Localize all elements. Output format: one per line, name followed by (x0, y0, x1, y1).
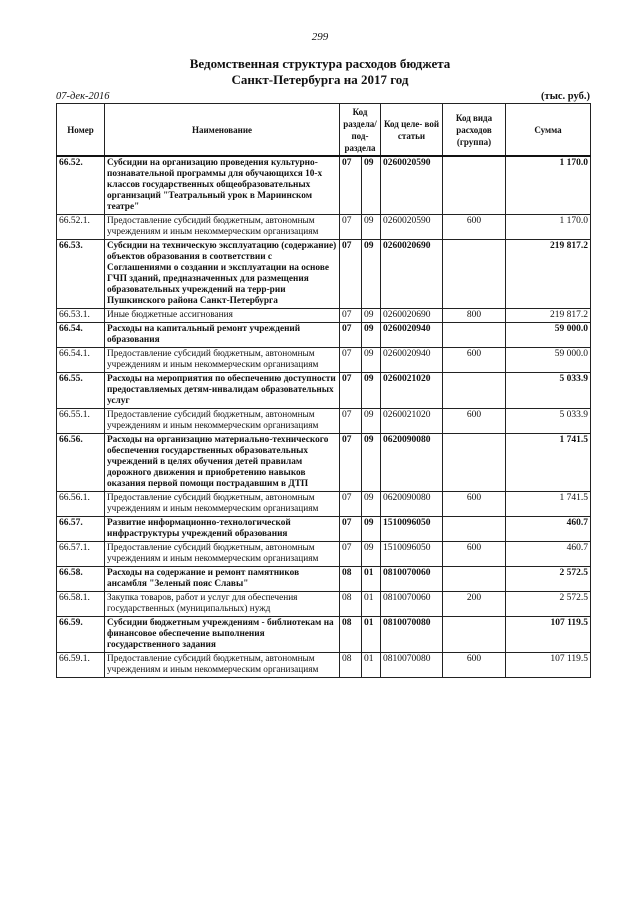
row-section: 07 (340, 240, 362, 309)
row-amount: 5 033.9 (506, 409, 591, 434)
row-amount: 59 000.0 (506, 323, 591, 348)
table-row (57, 492, 591, 517)
row-subsection: 01 (362, 653, 381, 678)
row-amount: 1 170.0 (506, 215, 591, 240)
row-target-code: 0260020940 (381, 348, 443, 373)
row-expense-type (443, 617, 506, 653)
row-section: 08 (340, 617, 362, 653)
row-expense-type (443, 567, 506, 592)
row-name: Расходы на капитальный ремонт учреждений образования (105, 323, 340, 348)
row-amount: 2 572.5 (506, 567, 591, 592)
table-header-row (57, 104, 591, 157)
row-number: 66.58. (57, 567, 105, 592)
row-section: 08 (340, 567, 362, 592)
row-number: 66.52. (57, 156, 105, 215)
row-expense-type: 600 (443, 409, 506, 434)
table-row (57, 517, 591, 542)
row-target-code: 0620090080 (381, 492, 443, 517)
row-amount: 107 119.5 (506, 617, 591, 653)
row-amount: 460.7 (506, 517, 591, 542)
row-expense-type (443, 156, 506, 215)
row-subsection: 09 (362, 156, 381, 215)
budget-table (56, 103, 591, 678)
table-row (57, 409, 591, 434)
row-subsection: 09 (362, 348, 381, 373)
row-subsection: 09 (362, 434, 381, 492)
row-number: 66.57.1. (57, 542, 105, 567)
row-subsection: 09 (362, 240, 381, 309)
title-line-1: Ведомственная структура расходов бюджета (189, 56, 451, 71)
row-subsection: 09 (362, 492, 381, 517)
row-number: 66.57. (57, 517, 105, 542)
row-target-code: 0260020590 (381, 215, 443, 240)
row-expense-type (443, 517, 506, 542)
row-expense-type: 600 (443, 348, 506, 373)
row-target-code: 0260021020 (381, 409, 443, 434)
row-amount: 1 741.5 (506, 434, 591, 492)
row-section: 07 (340, 215, 362, 240)
table-row (57, 309, 591, 323)
row-target-code: 0810070080 (381, 653, 443, 678)
row-name: Расходы на содержание и ремонт памятников ансамбля "Зеленый пояс Славы" (105, 567, 340, 592)
row-subsection: 01 (362, 567, 381, 592)
table-row (57, 567, 591, 592)
header-number: Номер (57, 104, 105, 157)
row-subsection: 09 (362, 542, 381, 567)
row-name: Расходы на мероприятия по обеспечению доступности предоставляемых детям-инвалидам образовательных услуг (105, 373, 340, 409)
row-name: Предоставление субсидий бюджетным, автономным учреждениям и иным некоммерческим организациям (105, 215, 340, 240)
row-expense-type: 600 (443, 492, 506, 517)
row-amount: 107 119.5 (506, 653, 591, 678)
header-expense-type: Код вида расходов (группа) (443, 104, 506, 157)
row-number: 66.54.1. (57, 348, 105, 373)
row-target-code: 1510096050 (381, 517, 443, 542)
row-target-code: 1510096050 (381, 542, 443, 567)
row-section: 08 (340, 653, 362, 678)
row-target-code: 0620090080 (381, 434, 443, 492)
row-number: 66.56.1. (57, 492, 105, 517)
row-amount: 219 817.2 (506, 240, 591, 309)
row-name: Предоставление субсидий бюджетным, автономным учреждениям и иным некоммерческим организациям (105, 492, 340, 517)
row-expense-type: 600 (443, 542, 506, 567)
row-section: 07 (340, 323, 362, 348)
row-number: 66.54. (57, 323, 105, 348)
table-row (57, 542, 591, 567)
table-row (57, 434, 591, 492)
row-expense-type: 600 (443, 653, 506, 678)
row-name: Закупка товаров, работ и услуг для обеспечения государственных (муниципальных) нужд (105, 592, 340, 617)
row-name: Расходы на организацию материально-технического обеспечения государственных образовательных учреждений в целях обучения детей правилам дорожного движения и приобретению навыков оказания первой помощи пострадавшим в ДТП (105, 434, 340, 492)
row-amount: 59 000.0 (506, 348, 591, 373)
row-section: 07 (340, 348, 362, 373)
table-row (57, 617, 591, 653)
row-expense-type (443, 323, 506, 348)
row-section: 07 (340, 373, 362, 409)
row-number: 66.59. (57, 617, 105, 653)
row-target-code: 0260020690 (381, 309, 443, 323)
table-row (57, 653, 591, 678)
row-amount: 2 572.5 (506, 592, 591, 617)
row-section: 07 (340, 542, 362, 567)
row-section: 07 (340, 492, 362, 517)
table-row (57, 373, 591, 409)
title-line-2: Санкт-Петербурга на 2017 год (231, 72, 409, 87)
row-expense-type (443, 434, 506, 492)
row-expense-type (443, 373, 506, 409)
document-date: 07-дек-2016 (56, 91, 110, 102)
row-target-code: 0260021020 (381, 373, 443, 409)
row-target-code: 0260020690 (381, 240, 443, 309)
row-expense-type: 200 (443, 592, 506, 617)
row-number: 66.52.1. (57, 215, 105, 240)
header-target: Код целе- вой статьи (381, 104, 443, 157)
row-target-code: 0810070060 (381, 567, 443, 592)
header-name: Наименование (105, 104, 340, 157)
row-number: 66.53.1. (57, 309, 105, 323)
row-section: 08 (340, 592, 362, 617)
header-section: Код раздела/ под- раздела (340, 104, 381, 157)
row-subsection: 09 (362, 309, 381, 323)
table-row (57, 323, 591, 348)
units-label: (тыс. руб.) (541, 91, 590, 102)
row-number: 66.56. (57, 434, 105, 492)
row-expense-type: 600 (443, 215, 506, 240)
row-name: Предоставление субсидий бюджетным, автономным учреждениям и иным некоммерческим организациям (105, 542, 340, 567)
row-name: Предоставление субсидий бюджетным, автономным учреждениям и иным некоммерческим организациям (105, 348, 340, 373)
row-expense-type (443, 240, 506, 309)
row-number: 66.58.1. (57, 592, 105, 617)
page-number: 299 (311, 31, 329, 43)
row-section: 07 (340, 156, 362, 215)
row-subsection: 09 (362, 323, 381, 348)
row-name: Субсидии на организацию проведения культурно-познавательной программы для обучающихся 10-х классов государственных общеобразовательных организаций "Театральный урок в Мариинском театре" (105, 156, 340, 215)
row-subsection: 09 (362, 409, 381, 434)
row-amount: 460.7 (506, 542, 591, 567)
row-name: Развитие информационно-технологической инфраструктуры учреждений образования (105, 517, 340, 542)
row-name: Предоставление субсидий бюджетным, автономным учреждениям и иным некоммерческим организациям (105, 409, 340, 434)
header-amount: Сумма (506, 104, 591, 157)
table-row (57, 240, 591, 309)
row-number: 66.55.1. (57, 409, 105, 434)
row-name: Иные бюджетные ассигнования (105, 309, 340, 323)
row-target-code: 0810070080 (381, 617, 443, 653)
row-amount: 1 741.5 (506, 492, 591, 517)
table-body (57, 156, 591, 678)
row-number: 66.55. (57, 373, 105, 409)
row-target-code: 0810070060 (381, 592, 443, 617)
row-name: Предоставление субсидий бюджетным, автономным учреждениям и иным некоммерческим организациям (105, 653, 340, 678)
row-subsection: 01 (362, 592, 381, 617)
row-section: 07 (340, 434, 362, 492)
row-subsection: 09 (362, 517, 381, 542)
row-name: Субсидии на техническую эксплуатацию (содержание) объектов образования в соответствии с Соглашениями о создании и эксплуатации на основе ГЧП зданий, предназначенных для размещения образовательных учреждений на терр-рии Пушкинского района Санкт-Петербурга (105, 240, 340, 309)
row-amount: 219 817.2 (506, 309, 591, 323)
row-subsection: 09 (362, 373, 381, 409)
table-row (57, 156, 591, 215)
row-number: 66.59.1. (57, 653, 105, 678)
row-target-code: 0260020590 (381, 156, 443, 215)
row-expense-type: 800 (443, 309, 506, 323)
table-row (57, 592, 591, 617)
row-target-code: 0260020940 (381, 323, 443, 348)
row-section: 07 (340, 517, 362, 542)
row-subsection: 09 (362, 215, 381, 240)
row-amount: 5 033.9 (506, 373, 591, 409)
row-name: Субсидии бюджетным учреждениям - библиотекам на финансовое обеспечение выполнения государственного задания (105, 617, 340, 653)
document-title (0, 56, 640, 88)
table-row (57, 348, 591, 373)
row-section: 07 (340, 409, 362, 434)
row-section: 07 (340, 309, 362, 323)
row-subsection: 01 (362, 617, 381, 653)
table-row (57, 215, 591, 240)
row-number: 66.53. (57, 240, 105, 309)
row-amount: 1 170.0 (506, 156, 591, 215)
